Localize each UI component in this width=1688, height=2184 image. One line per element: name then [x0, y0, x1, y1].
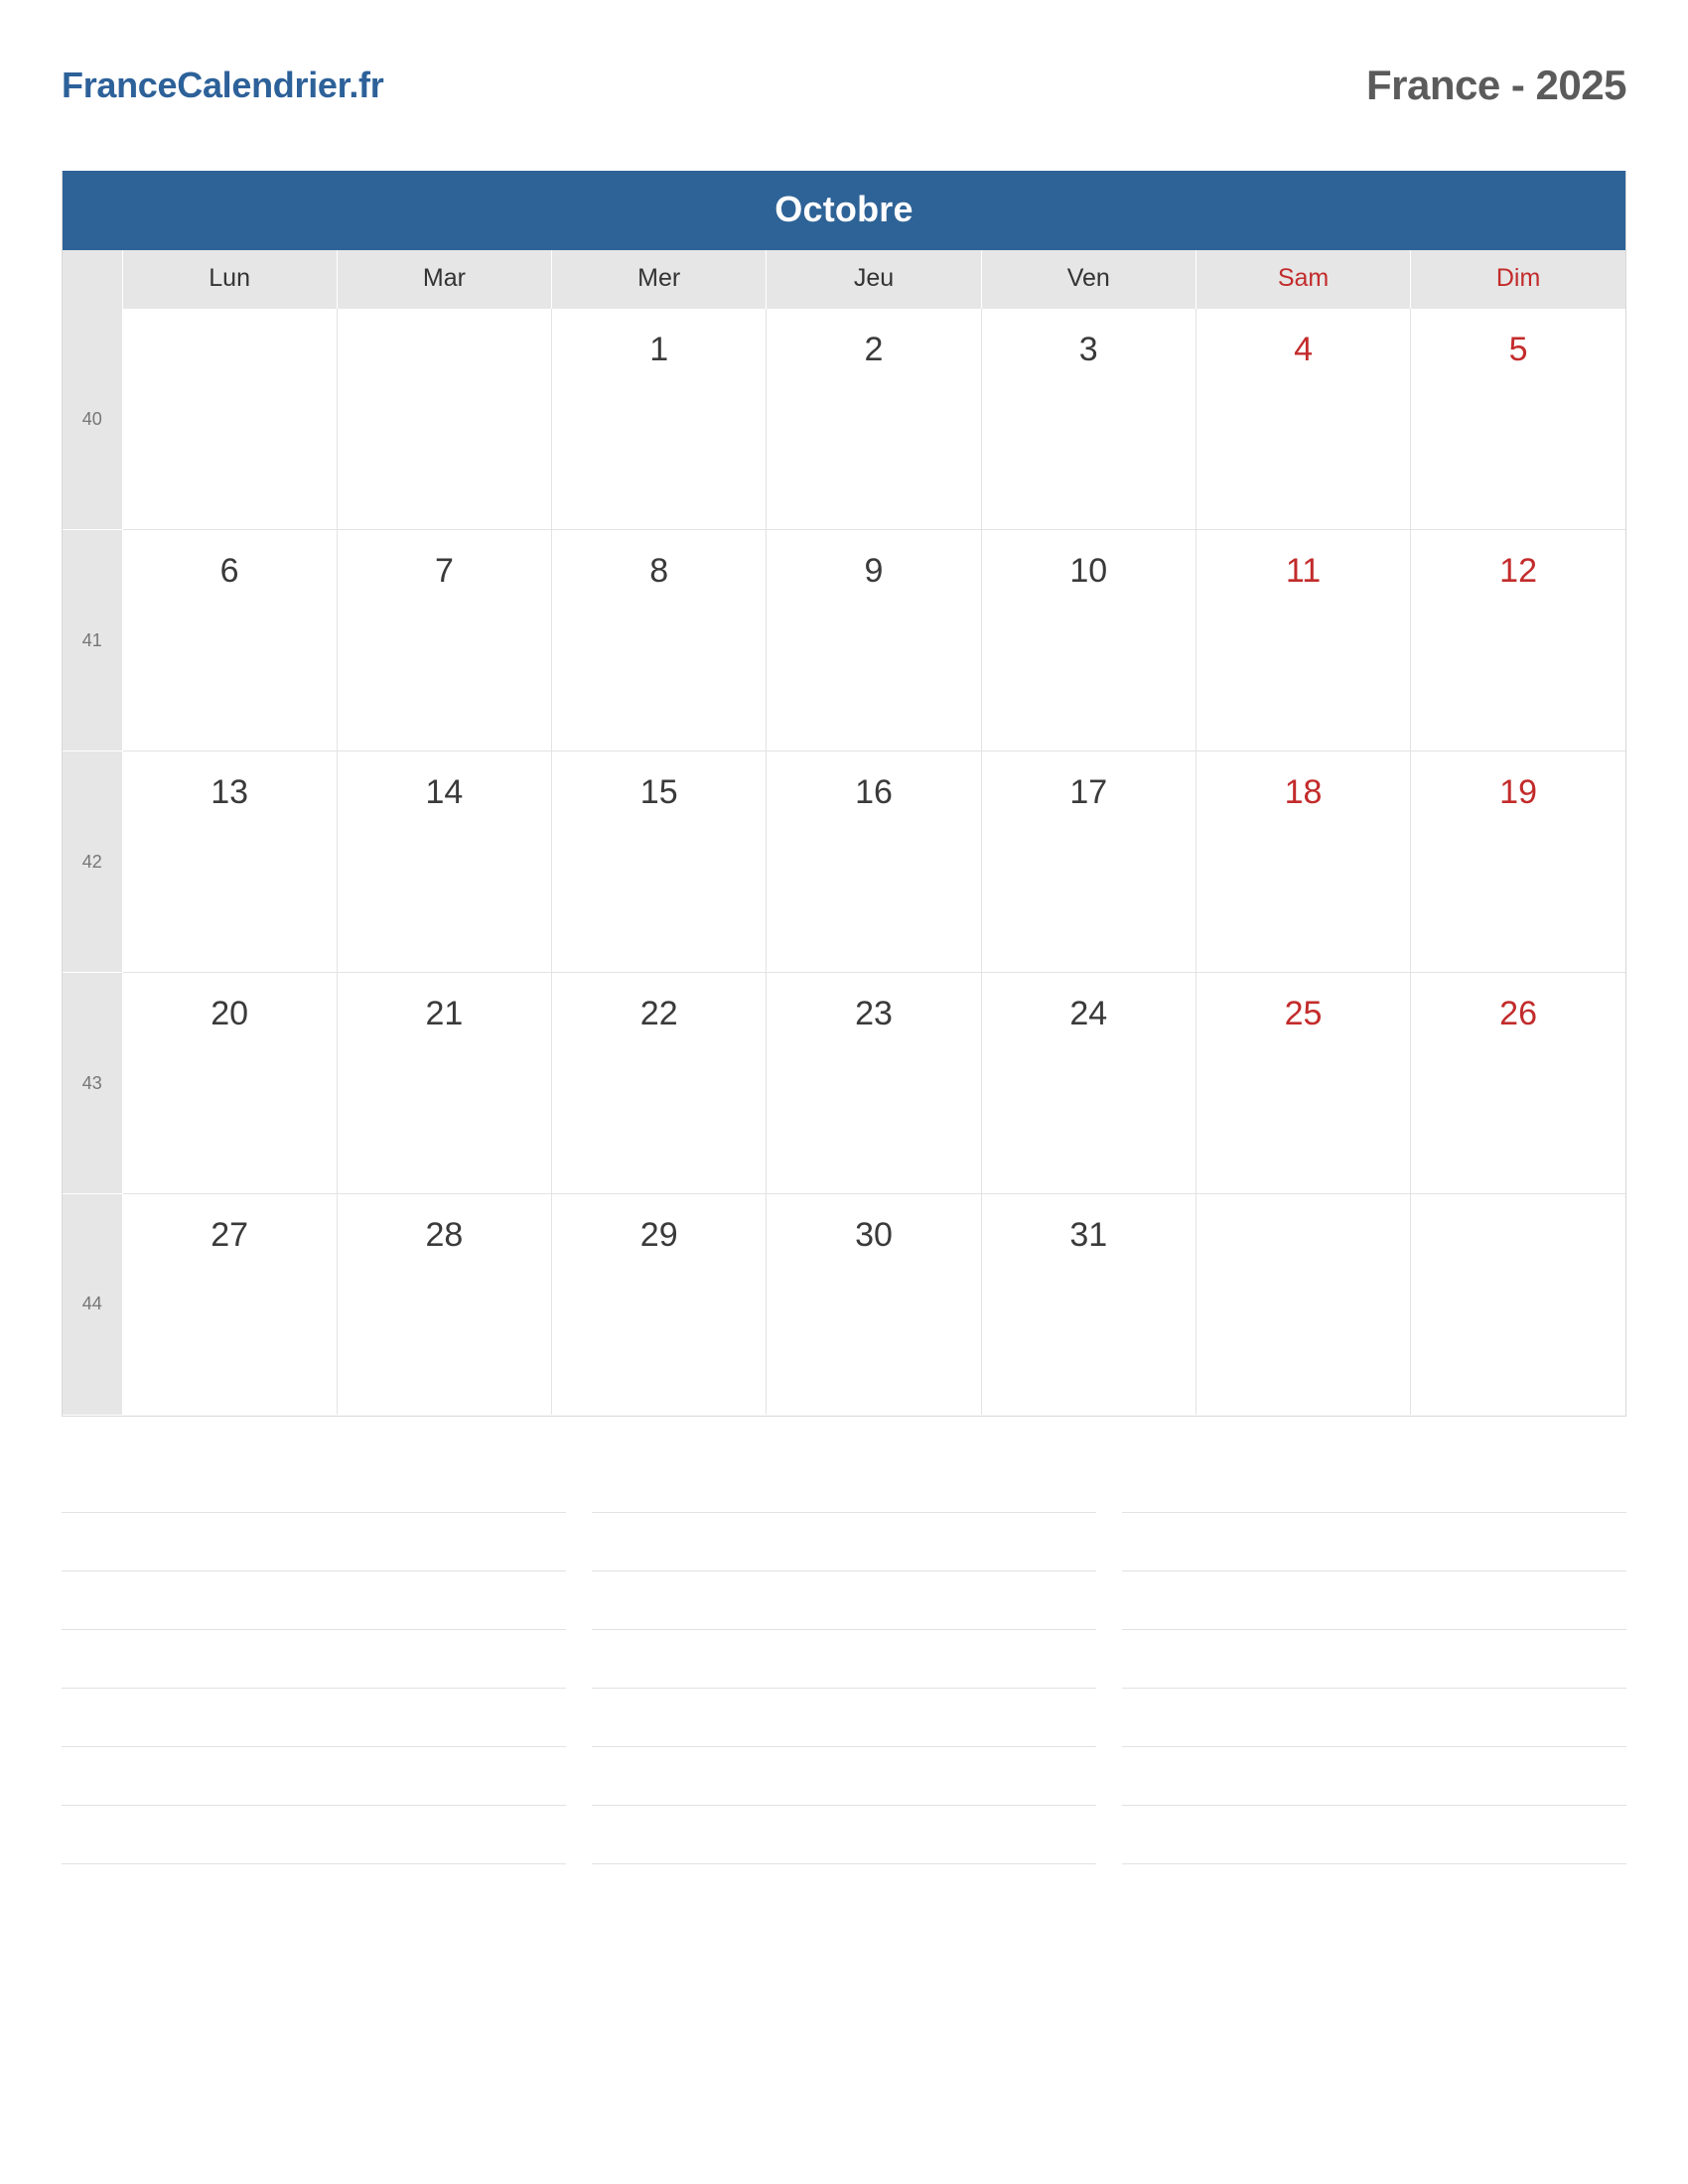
- table-row: [63, 309, 1625, 530]
- day-number: 2: [864, 331, 884, 368]
- page-title: France - 2025: [1366, 62, 1626, 108]
- day-cell[interactable]: [337, 1194, 551, 1416]
- day-number: 21: [425, 995, 464, 1032]
- day-cell-sunday[interactable]: [1411, 973, 1625, 1194]
- weekday-header-mar: Mar: [337, 250, 551, 309]
- day-cell[interactable]: [981, 973, 1196, 1194]
- day-number: 20: [211, 995, 249, 1032]
- day-number: 25: [1284, 995, 1323, 1032]
- notes-column-2: [592, 1512, 1096, 1864]
- day-cell[interactable]: [767, 309, 981, 530]
- weekday-header-dim: Dim: [1411, 250, 1625, 309]
- day-number: [1411, 1194, 1625, 1216]
- day-cell-saturday[interactable]: [1196, 751, 1410, 973]
- note-line[interactable]: [62, 1747, 566, 1806]
- day-number: 26: [1499, 995, 1537, 1032]
- day-cell-saturday[interactable]: [1196, 973, 1410, 1194]
- note-line[interactable]: [1122, 1806, 1626, 1864]
- day-cell[interactable]: [337, 309, 551, 530]
- day-number: 6: [219, 552, 239, 590]
- note-line[interactable]: [1122, 1747, 1626, 1806]
- table-row: [63, 973, 1625, 1194]
- day-cell-saturday[interactable]: [1196, 309, 1410, 530]
- note-line[interactable]: [62, 1806, 566, 1864]
- table-row: [63, 530, 1625, 751]
- day-cell[interactable]: [122, 973, 337, 1194]
- note-line[interactable]: [592, 1806, 1096, 1864]
- day-number: 27: [211, 1216, 249, 1254]
- note-line[interactable]: [62, 1512, 566, 1571]
- day-number: 24: [1069, 995, 1108, 1032]
- day-cell[interactable]: [122, 309, 337, 530]
- day-number: 31: [1069, 1216, 1108, 1254]
- day-cell[interactable]: [552, 751, 767, 973]
- day-cell[interactable]: [767, 973, 981, 1194]
- day-cell[interactable]: [122, 530, 337, 751]
- calendar-table: [63, 250, 1625, 1416]
- day-number: 1: [649, 331, 669, 368]
- day-number: 29: [639, 1216, 678, 1254]
- day-cell[interactable]: [981, 530, 1196, 751]
- week-number: 42: [63, 751, 122, 973]
- note-line[interactable]: [1122, 1689, 1626, 1747]
- day-number: 5: [1508, 331, 1528, 368]
- weekday-header-row: [63, 250, 1625, 309]
- day-cell-sunday[interactable]: [1411, 530, 1625, 751]
- site-brand[interactable]: FranceCalendrier.fr: [62, 65, 384, 105]
- week-number: 43: [63, 973, 122, 1194]
- day-number: 8: [649, 552, 669, 590]
- calendar-body: [63, 309, 1625, 1415]
- week-number: 40: [63, 309, 122, 530]
- day-cell-saturday[interactable]: [1196, 530, 1410, 751]
- notes-area: [62, 1512, 1626, 1864]
- weekday-header-lun: Lun: [122, 250, 337, 309]
- notes-column-3: [1122, 1512, 1626, 1864]
- day-cell-sunday[interactable]: [1411, 309, 1625, 530]
- day-number: 12: [1499, 552, 1537, 590]
- note-line[interactable]: [1122, 1571, 1626, 1630]
- page-header: [62, 0, 1626, 171]
- weekday-header-sam: Sam: [1196, 250, 1410, 309]
- note-line[interactable]: [1122, 1630, 1626, 1689]
- day-cell-sunday[interactable]: [1411, 751, 1625, 973]
- day-number: [338, 309, 551, 331]
- table-row: [63, 751, 1625, 973]
- day-cell[interactable]: [981, 1194, 1196, 1416]
- note-line[interactable]: [592, 1747, 1096, 1806]
- day-number: 4: [1294, 331, 1313, 368]
- note-line[interactable]: [62, 1689, 566, 1747]
- calendar-block: [62, 171, 1626, 1417]
- weekday-header-ven: Ven: [981, 250, 1196, 309]
- day-number: 22: [639, 995, 678, 1032]
- note-line[interactable]: [592, 1571, 1096, 1630]
- day-number: 3: [1078, 331, 1098, 368]
- day-cell[interactable]: [337, 530, 551, 751]
- day-number: 14: [425, 773, 464, 811]
- note-line[interactable]: [62, 1630, 566, 1689]
- day-number: 9: [864, 552, 884, 590]
- day-number: [123, 309, 337, 331]
- calendar-head: [63, 250, 1625, 309]
- note-line[interactable]: [592, 1512, 1096, 1571]
- note-line[interactable]: [592, 1689, 1096, 1747]
- day-number: 28: [425, 1216, 464, 1254]
- day-cell[interactable]: [337, 751, 551, 973]
- day-cell[interactable]: [552, 973, 767, 1194]
- week-number: 44: [63, 1194, 122, 1416]
- day-number: 13: [211, 773, 249, 811]
- table-row: [63, 1194, 1625, 1416]
- day-cell[interactable]: [981, 309, 1196, 530]
- day-number: 18: [1284, 773, 1323, 811]
- month-title: Octobre: [63, 171, 1625, 250]
- day-number: 30: [855, 1216, 893, 1254]
- day-number: 15: [639, 773, 678, 811]
- day-number: 10: [1069, 552, 1108, 590]
- day-cell-sunday[interactable]: [1411, 1194, 1625, 1416]
- day-number: 16: [855, 773, 893, 811]
- day-number: [1196, 1194, 1410, 1216]
- note-line[interactable]: [1122, 1512, 1626, 1571]
- day-number: 7: [434, 552, 454, 590]
- day-cell-saturday[interactable]: [1196, 1194, 1410, 1416]
- day-cell[interactable]: [552, 309, 767, 530]
- day-cell[interactable]: [552, 530, 767, 751]
- notes-column-1: [62, 1512, 566, 1864]
- day-cell[interactable]: [767, 1194, 981, 1416]
- day-number: 17: [1069, 773, 1108, 811]
- note-line[interactable]: [592, 1630, 1096, 1689]
- day-cell[interactable]: [981, 751, 1196, 973]
- day-cell[interactable]: [767, 751, 981, 973]
- day-number: 19: [1499, 773, 1537, 811]
- day-cell[interactable]: [337, 973, 551, 1194]
- day-cell[interactable]: [767, 530, 981, 751]
- day-number: 23: [855, 995, 893, 1032]
- week-number: 41: [63, 530, 122, 751]
- note-line[interactable]: [62, 1571, 566, 1630]
- day-cell[interactable]: [122, 751, 337, 973]
- weekday-header-jeu: Jeu: [767, 250, 981, 309]
- day-cell[interactable]: [122, 1194, 337, 1416]
- day-cell[interactable]: [552, 1194, 767, 1416]
- week-number-header: [63, 250, 122, 309]
- weekday-header-mer: Mer: [552, 250, 767, 309]
- day-number: 11: [1285, 552, 1322, 590]
